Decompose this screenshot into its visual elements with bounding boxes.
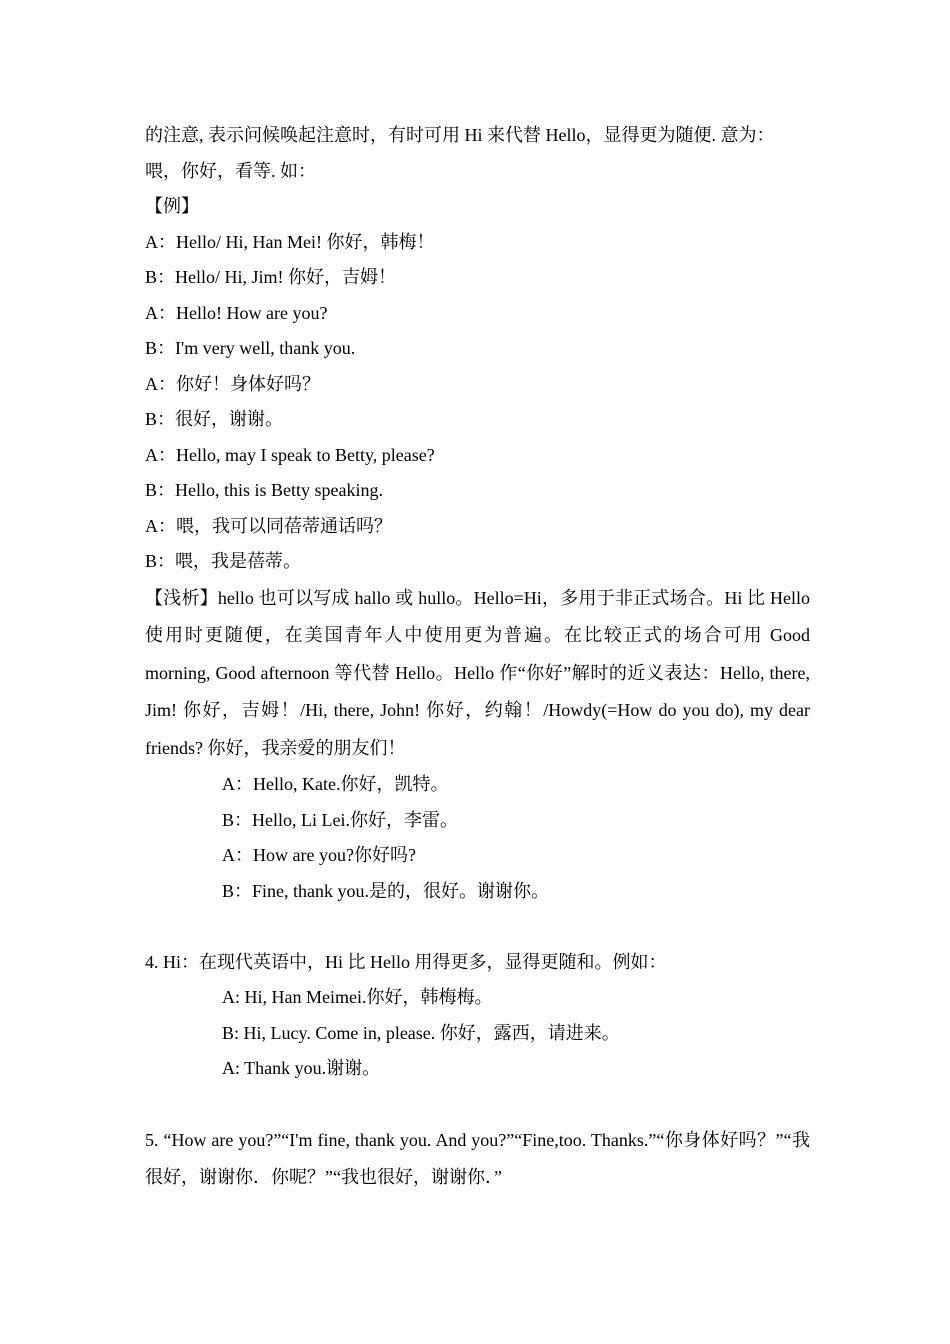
section-4-heading: 4. Hi：在现代英语中，Hi 比 Hello 用得更多，显得更随和。例如： (145, 951, 667, 972)
dialog-1 (145, 225, 810, 580)
dialog-line: A: Hi, Han Meimei.你好，韩梅梅。 (222, 987, 493, 1007)
section-5-paragraph: 5. “How are you?”“I'm fine, thank you. And you?”“Fine,too. Thanks.”“你身体好吗？”“我很好，谢谢你．你呢？”“我也很好，谢谢你．” (145, 1130, 810, 1187)
dialog-line: B：Fine, thank you.是的，很好。谢谢你。 (222, 880, 549, 901)
dialog-line: B：Hello, Li Lei.你好，李雷。 (222, 809, 458, 830)
dialog-line: A：Hello, may I speak to Betty, please? (145, 444, 435, 465)
blank-line (145, 1087, 810, 1123)
dialog-line: A：Hello/ Hi, Han Mei! 你好，韩梅！ (145, 231, 435, 252)
dialog-line: B: Hi, Lucy. Come in, please. 你好，露西，请进来。 (222, 1022, 620, 1043)
example-label: 【例】 (145, 196, 199, 216)
document-body (145, 118, 810, 1196)
dialog-line: B：喂，我是蓓蒂。 (145, 551, 302, 571)
dialog-line: A：Hello! How are you? (145, 302, 328, 323)
dialog-line: B：I'm very well, thank you. (145, 338, 356, 358)
intro-line-1: 的注意, 表示问候唤起注意时，有时可用 Hi 来代替 Hello，显得更为随便. 意为： (145, 125, 775, 145)
analysis-label: 【浅析】 (145, 587, 218, 608)
analysis-paragraph (145, 580, 810, 768)
dialog-line: A：喂，我可以同蓓蒂通话吗？ (145, 515, 392, 536)
dialog-line: A：Hello, Kate.你好，凯特。 (222, 774, 449, 794)
dialog-line: B：Hello, this is Betty speaking. (145, 480, 383, 500)
dialog-line: B：很好，谢谢。 (145, 409, 284, 429)
dialog-line: B：Hello/ Hi, Jim! 你好，吉姆！ (145, 267, 396, 287)
blank-line (145, 909, 810, 945)
dialog-2 (145, 767, 810, 909)
intro-line-2: 喂，你好，看等. 如： (145, 160, 316, 181)
dialog-line: A: Thank you.谢谢。 (222, 1058, 381, 1078)
dialog-line: A：How are you?你好吗? (222, 845, 416, 865)
analysis-text: hello 也可以写成 hallo 或 hullo。Hello=Hi，多用于非正式场合。Hi 比 Hello 使用时更随便，在美国青年人中使用更为普遍。在比较正式的场合可用 Good morning, Good afternoon 等代替 Hello。Hello 作“你好”解时的近义表达：Hello, there, Jim! 你好，吉姆！/Hi, there, John! 你好，约翰！/Howdy(=How do you do), my dear friends? 你好，我亲爱的朋友们！ (145, 587, 810, 758)
section-4 (145, 945, 810, 1087)
dialog-line: A：你好！身体好吗？ (145, 373, 320, 394)
